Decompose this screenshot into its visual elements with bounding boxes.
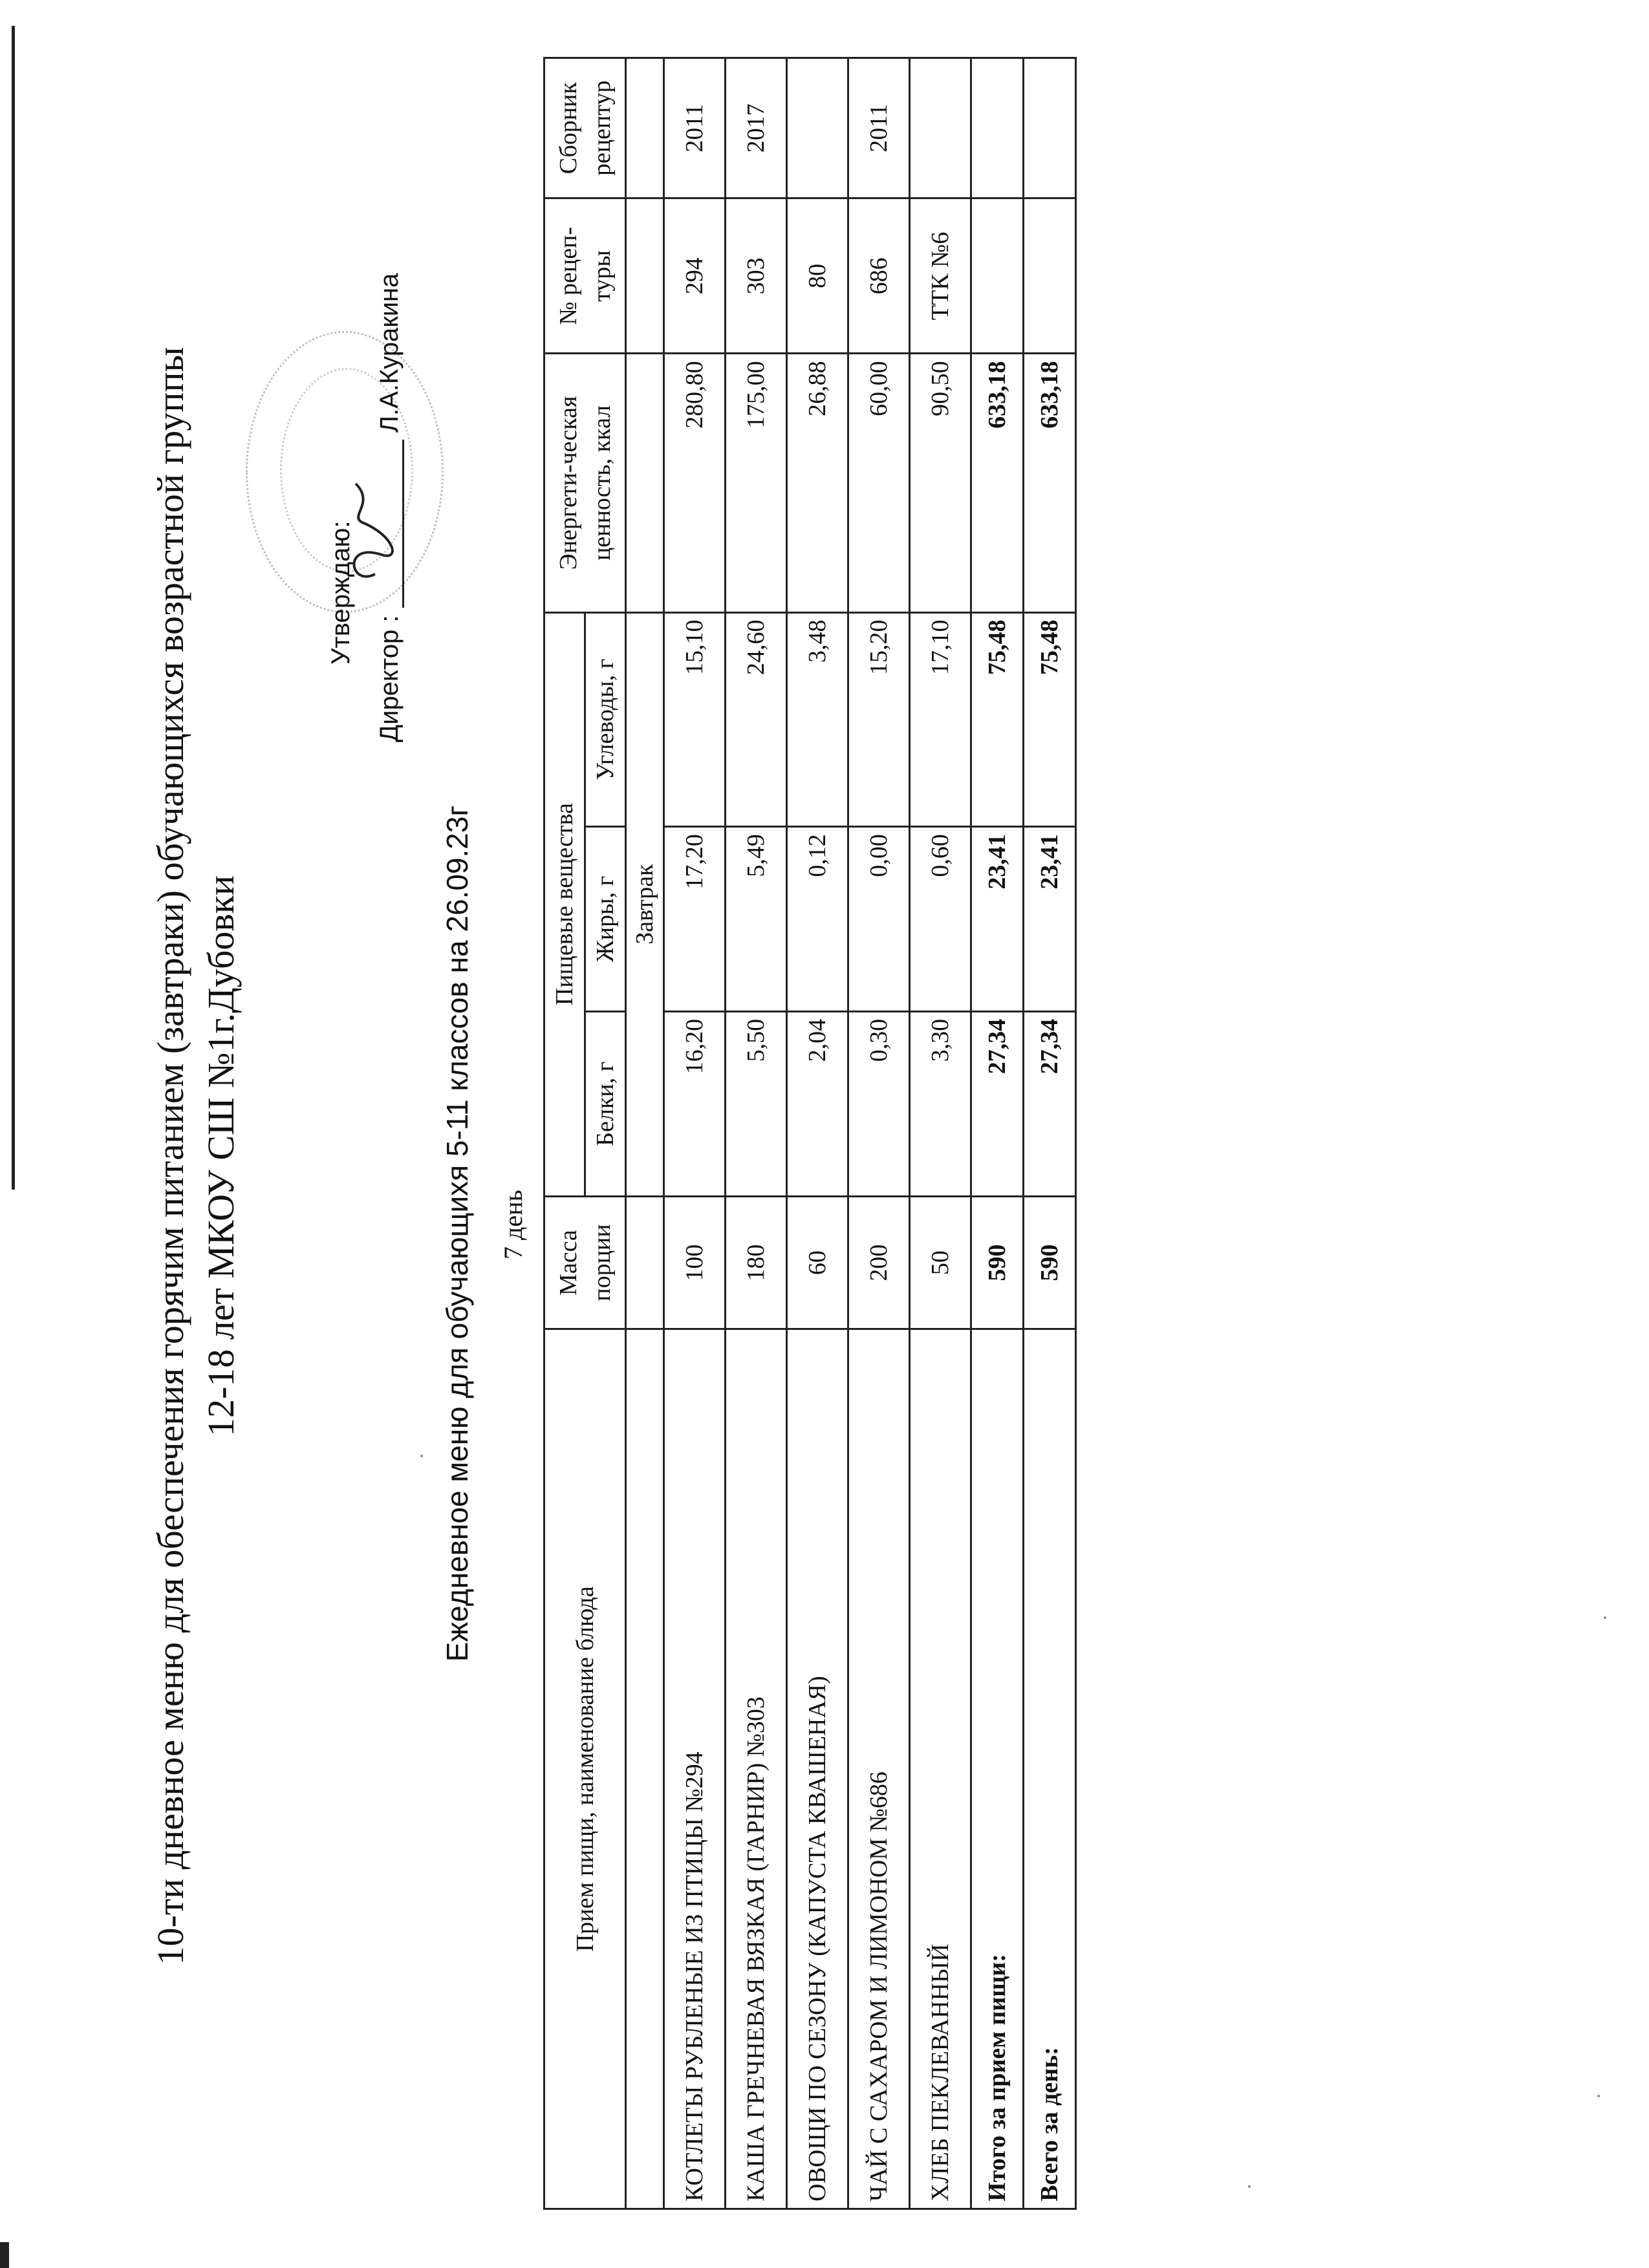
dish-recipe-no: 303 (726, 198, 787, 354)
dish-recipe-no: ТТК №6 (910, 198, 971, 354)
dish-carbs: 3,48 (787, 612, 848, 827)
dish-carbs: 15,10 (664, 612, 726, 827)
col-header-protein: Белки, г (585, 1011, 626, 1196)
col-header-recipe-book: Сборник рецептур (544, 58, 626, 198)
dish-name: ОВОЩИ ПО СЕЗОНУ (КАПУСТА КВАШЕНАЯ) (787, 1329, 848, 2209)
dish-mass: 180 (726, 1196, 787, 1329)
approve-label: Утверждаю: (327, 520, 355, 665)
dish-name: ЧАЙ С САХАРОМ И ЛИМОНОМ №686 (848, 1329, 910, 2209)
dish-mass: 60 (787, 1196, 848, 1329)
dish-recipe-book: 2011 (664, 58, 726, 198)
total-mass: 590 (971, 1196, 1024, 1329)
total-protein: 27,34 (971, 1011, 1024, 1196)
day-total-mass: 590 (1024, 1196, 1076, 1329)
dish-energy: 26,88 (787, 354, 848, 612)
dish-mass: 200 (848, 1196, 910, 1329)
dish-recipe-no: 80 (787, 198, 848, 354)
dish-fat: 5,49 (726, 827, 787, 1012)
col-header-energy: Энергети-ческая ценность, ккал (544, 354, 626, 612)
dish-recipe-book (910, 58, 971, 198)
dish-fat: 17,20 (664, 827, 726, 1012)
dish-fat: 0,60 (910, 827, 971, 1012)
director-label: Директор : (375, 615, 404, 742)
dish-recipe-no: 294 (664, 198, 726, 354)
dish-carbs: 15,20 (848, 612, 910, 827)
dish-energy: 175,00 (726, 354, 787, 612)
header-row (544, 58, 585, 2209)
dish-recipe-book: 2011 (848, 58, 910, 198)
dish-protein: 5,50 (726, 1011, 787, 1196)
signature-line (379, 440, 404, 608)
col-header-fat: Жиры, г (585, 827, 626, 1012)
dish-energy: 280,80 (664, 354, 726, 612)
meal-total-row (971, 58, 1024, 2209)
day-label: 7 день (499, 1190, 528, 1259)
dish-protein: 16,20 (664, 1011, 726, 1196)
dish-mass: 50 (910, 1196, 971, 1329)
menu-subtitle: Ежедневное меню для обучающихя 5-11 классов на 26.09.23г (440, 805, 474, 1662)
total-carbs: 75,48 (971, 612, 1024, 827)
table-row (787, 58, 848, 2209)
col-header-recipe-no: № рецеп-туры (544, 198, 626, 354)
dish-recipe-book (787, 58, 848, 198)
day-total-label: Всего за день: (1024, 1329, 1076, 2209)
table-row (664, 58, 726, 2209)
total-label: Итого за прием пищи: (971, 1329, 1024, 2209)
title-line-1: 10-ти дневное меню для обеспечения горячим питанием (завтраки) обучающихся возрастной группы (149, 347, 191, 1965)
dish-recipe-no: 686 (848, 198, 910, 354)
table-row (848, 58, 910, 2209)
dish-fat: 0,12 (787, 827, 848, 1012)
dish-protein: 0,30 (848, 1011, 910, 1196)
day-total-row (1024, 58, 1076, 2209)
dish-name: КОТЛЕТЫ РУБЛЕНЫЕ ИЗ ПТИЦЫ №294 (664, 1329, 726, 2209)
dish-energy: 60,00 (848, 354, 910, 612)
director-line (375, 273, 404, 742)
dish-energy: 90,50 (910, 354, 971, 612)
day-total-carbs: 75,48 (1024, 612, 1076, 827)
dish-protein: 2,04 (787, 1011, 848, 1196)
meal-label: Завтрак (626, 612, 664, 1196)
director-name: Л.А.Куракина (375, 273, 404, 433)
dish-recipe-book: 2017 (726, 58, 787, 198)
dish-mass: 100 (664, 1196, 726, 1329)
menu-table (543, 57, 1077, 2210)
day-total-energy: 633,18 (1024, 354, 1076, 612)
dish-protein: 3,30 (910, 1011, 971, 1196)
total-fat: 23,41 (971, 827, 1024, 1012)
table-row (910, 58, 971, 2209)
day-total-protein: 27,34 (1024, 1011, 1076, 1196)
col-header-mass: Масса порции (544, 1196, 626, 1329)
dish-carbs: 17,10 (910, 612, 971, 827)
dish-fat: 0,00 (848, 827, 910, 1012)
dish-carbs: 24,60 (726, 612, 787, 827)
meal-row (626, 58, 664, 2209)
document-title (146, 122, 246, 2190)
table-row (726, 58, 787, 2209)
col-header-nutrients: Пищевые вещества (544, 612, 585, 1196)
col-header-carbs: Углеводы, г (585, 612, 626, 827)
col-header-name: Прием пищи, наименование блюда (544, 1329, 626, 2209)
dish-name: ХЛЕБ ПЕКЛЕВАННЫЙ (910, 1329, 971, 2209)
total-energy: 633,18 (971, 354, 1024, 612)
day-total-fat: 23,41 (1024, 827, 1076, 1012)
title-line-2: 12-18 лет МКОУ СШ №1г.Дубовки (200, 875, 242, 1437)
dish-name: КАША ГРЕЧНЕВАЯ ВЯЗКАЯ (ГАРНИР) №303 (726, 1329, 787, 2209)
